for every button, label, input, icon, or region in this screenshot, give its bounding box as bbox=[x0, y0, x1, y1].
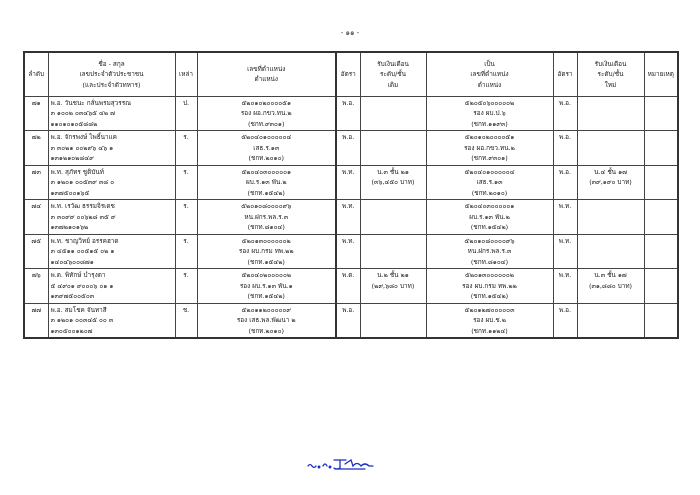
cell-new-rate bbox=[553, 234, 577, 269]
header-position: เลขที่ตำแหน่ง ตำแหน่ง bbox=[197, 52, 336, 96]
cell-new-position-new-pos-no: ๕๒๐๔๐๑๐๐๐๐๐๔ bbox=[464, 167, 515, 176]
cell-name bbox=[48, 96, 175, 131]
cell-remark bbox=[644, 303, 678, 338]
cell-remark bbox=[644, 200, 678, 235]
cell-name-citizen-id: ๕ ๔๙๐๑ ๙๐๐๐๖ ๐๑ ๑ bbox=[50, 281, 114, 290]
cell-new-position-new-pos-code: (ชกท.๑๑๒๔) bbox=[471, 326, 508, 335]
cell-seq-seq: ๗๑ bbox=[31, 98, 41, 107]
cell-seq-seq: ๗๓ bbox=[31, 167, 41, 176]
cell-corps-corps: ร. bbox=[183, 133, 189, 141]
cell-old-salary bbox=[360, 96, 426, 131]
cell-new-position bbox=[426, 165, 553, 200]
cell-new-rate-new-rate: พ.อ. bbox=[558, 305, 572, 314]
cell-new-rate-new-rate: พ.อ. bbox=[558, 133, 572, 141]
cell-new-salary bbox=[577, 303, 644, 338]
cell-name-citizen-id: ๓ ๓๐๙๙ ๐๐๖๒๘ ๓๕ ๙ bbox=[50, 212, 116, 221]
cell-new-rate-new-rate: พ.อ. bbox=[558, 98, 572, 107]
cell-position-pos-no: ๕๒๐๔๐๑๐๐๐๐๐๔ bbox=[241, 133, 292, 141]
cell-corps-corps: ร. bbox=[183, 271, 189, 279]
cell-name-military-id: ๑๓๙๗๕๐๐๕๐๓ bbox=[50, 292, 95, 300]
cell-rate-rate: พ.ท. bbox=[342, 236, 355, 245]
cell-name bbox=[48, 303, 175, 338]
cell-position bbox=[197, 269, 336, 304]
cell-name bbox=[48, 165, 175, 200]
cell-position bbox=[197, 131, 336, 166]
cell-seq bbox=[24, 200, 48, 235]
cell-position-pos-title: รอง ผบ.ร.๑๓ พัน.๑ bbox=[239, 281, 293, 290]
cell-rate bbox=[336, 200, 360, 235]
cell-seq-seq: ๗๕ bbox=[31, 236, 42, 245]
cell-position bbox=[197, 303, 336, 338]
cell-seq-seq: ๗๒ bbox=[31, 133, 41, 141]
cell-new-rate-new-rate: พ.อ. bbox=[558, 167, 572, 176]
cell-rate bbox=[336, 131, 360, 166]
cell-position-pos-no: ๕๒๐๑๑๒๐๐๐๐๐๙ bbox=[241, 305, 291, 314]
cell-new-position-new-pos-code: (ชกท.๑๑๙๓) bbox=[471, 119, 508, 128]
cell-name-name: พ.ท. ชาญวิทย์ อรรคฮาด bbox=[50, 236, 119, 245]
header-new-position: เป็น เลขที่ตำแหน่ง ตำแหน่ง bbox=[426, 52, 553, 96]
cell-remark bbox=[644, 269, 678, 304]
cell-position-pos-code: (ชกท.๑๕๔๒) bbox=[247, 188, 285, 197]
cell-rate-rate: พ.อ. bbox=[342, 133, 355, 141]
cell-corps bbox=[175, 96, 197, 131]
cell-position-pos-title: รอง ผอ.กขว.ทน.๒ bbox=[240, 109, 292, 117]
cell-position-pos-no: ๕๒๐๑๐๒๐๐๐๐๕๑ bbox=[241, 98, 292, 107]
cell-rate bbox=[336, 165, 360, 200]
cell-remark bbox=[644, 234, 678, 269]
header-remark: หมายเหตุ bbox=[644, 52, 678, 96]
cell-new-salary bbox=[577, 131, 644, 166]
cell-position bbox=[197, 165, 336, 200]
cell-new-position-new-pos-no: ๕๒๐๑๐๒๐๐๐๐๕๑ bbox=[464, 133, 515, 141]
cell-position-pos-code: (ชกท.๑๕๔๒) bbox=[247, 257, 285, 266]
cell-corps-corps: ร. bbox=[183, 236, 189, 245]
cell-new-salary bbox=[577, 269, 644, 304]
cell-old-salary bbox=[360, 200, 426, 235]
cell-corps bbox=[175, 269, 197, 304]
cell-new-position bbox=[426, 200, 553, 235]
cell-new-salary-new-salary-1: น.๓ ชั้น ๑๗ bbox=[594, 271, 627, 279]
cell-name-military-id: ๑๑๐๑๐๑๐๕๘๘๒ bbox=[50, 119, 98, 128]
cell-new-position-new-pos-title: ผบ.ร.๑๓ พัน.๒ bbox=[469, 212, 510, 221]
cell-new-rate bbox=[553, 131, 577, 166]
cell-new-rate-new-rate: พ.ท. bbox=[558, 202, 572, 210]
cell-old-salary-old-salary-1: น.๒ ชั้น ๒๑ bbox=[377, 271, 409, 279]
header-name: ชื่อ - สกุล เลขประจำตัวประชาชน (และประจำตัวทหาร) bbox=[48, 52, 175, 96]
cell-new-position-new-pos-code: (ชกท.๒๐๑๐) bbox=[471, 188, 508, 197]
cell-name bbox=[48, 131, 175, 166]
cell-seq bbox=[24, 234, 48, 269]
cell-new-rate bbox=[553, 303, 577, 338]
cell-corps bbox=[175, 200, 197, 235]
cell-name-name: พ.อ. จักรพงษ์ ไพธิ์นาแค bbox=[50, 133, 117, 141]
cell-name-citizen-id: ๓ ๑๒๐๑ ๐๐๕๓๙ ๓๘ ๐ bbox=[50, 178, 115, 186]
cell-name-military-id: ๑๓๐๕๐๐๑๒๐๗ bbox=[50, 326, 93, 335]
cell-rate-rate: พ.อ. bbox=[342, 305, 355, 314]
cell-name-military-id: ๑๓๑๒๑๐๒๘๔๙ bbox=[50, 154, 94, 162]
personnel-table bbox=[23, 51, 679, 339]
cell-position-pos-no: ๕๒๐๔๐๒๐๐๐๐๐๒ bbox=[241, 271, 292, 279]
cell-name-name: พ.ท. เรวัฒ ธรรมจิรเดช bbox=[50, 202, 115, 210]
cell-new-position-new-pos-no: ๕๒๐๔๐๓๐๐๐๐๐๑ bbox=[464, 202, 515, 210]
cell-rate-rate: พ.ท. bbox=[342, 202, 355, 210]
cell-seq bbox=[24, 269, 48, 304]
cell-new-position bbox=[426, 131, 553, 166]
cell-remark bbox=[644, 96, 678, 131]
cell-position-pos-title: รอง ผบ.กรม ทพ.๒๒ bbox=[238, 247, 294, 255]
cell-new-position-new-pos-no: ๕๒๐๑๒๗๐๐๐๐๐๓ bbox=[464, 305, 515, 314]
cell-new-position-new-pos-title: รอง ผบ.กรม ทพ.๒๒ bbox=[462, 281, 517, 290]
cell-new-position-new-pos-title: เสธ.ร.๑๓ bbox=[476, 178, 503, 186]
cell-new-position-new-pos-no: ๕๒๐๑๐๘๐๐๐๐๙๖ bbox=[464, 236, 515, 245]
cell-old-salary-old-salary-1: น.๓ ชั้น ๒๑ bbox=[377, 167, 409, 176]
header-new-salary: รับเงินเดือน ระดับ/ชั้น ใหม่ bbox=[577, 52, 644, 96]
cell-new-position-new-pos-code: (ชกท.๑๕๔๒) bbox=[470, 223, 509, 231]
header-corps: เหล่า bbox=[175, 52, 197, 96]
cell-position-pos-code: (ชกท.๑๕๔๒) bbox=[247, 292, 285, 300]
cell-new-position-new-pos-code: (ชกท.๑๕๔๒) bbox=[470, 292, 509, 300]
cell-position-pos-title: รอง เสธ.พล.พัฒนา ๒ bbox=[236, 316, 296, 324]
cell-new-rate bbox=[553, 165, 577, 200]
cell-remark bbox=[644, 131, 678, 166]
cell-new-salary-new-salary-2: (๓๑,๘๘๐ บาท) bbox=[588, 281, 633, 290]
cell-new-position bbox=[426, 303, 553, 338]
cell-name-name: พ.ต. พิทักษ์ บำรุงตา bbox=[50, 271, 106, 279]
cell-new-rate bbox=[553, 200, 577, 235]
cell-position-pos-code: (ชกท.๘๑๐๔) bbox=[247, 223, 285, 231]
cell-position-pos-no: ๕๒๐๑๐๘๐๐๐๐๙๖ bbox=[241, 202, 292, 210]
page-number: - ๑๑ - bbox=[340, 29, 360, 37]
table-row bbox=[24, 303, 678, 338]
cell-new-rate bbox=[553, 96, 577, 131]
cell-position-pos-code: (ชกท.๒๐๑๐) bbox=[248, 154, 284, 162]
header-rate: อัตรา bbox=[336, 52, 360, 96]
cell-position-pos-no: ๕๒๐๔๐๓๐๐๐๐๐๑ bbox=[241, 167, 292, 176]
cell-new-rate-new-rate: พ.ท. bbox=[558, 271, 572, 279]
cell-rate bbox=[336, 303, 360, 338]
cell-old-salary-old-salary-2: (๓๖,๔๕๐ บาท) bbox=[371, 178, 415, 186]
header-old-salary: รับเงินเดือน ระดับ/ชั้น เดิม bbox=[360, 52, 426, 96]
cell-new-rate-new-rate: พ.ท. bbox=[558, 236, 572, 245]
cell-position-pos-no: ๕๒๐๑๓๐๐๐๐๐๐๒ bbox=[241, 236, 291, 245]
cell-new-position-new-pos-title: หน.ฝกร.พล.ร.๓ bbox=[467, 247, 512, 255]
cell-new-position bbox=[426, 96, 553, 131]
cell-corps bbox=[175, 234, 197, 269]
cell-new-salary bbox=[577, 234, 644, 269]
table-row bbox=[24, 200, 678, 235]
cell-position-pos-title: ผบ.ร.๑๓ พัน.๒ bbox=[245, 178, 287, 186]
cell-new-salary-new-salary-2: (๓๙,๑๙๐ บาท) bbox=[589, 178, 632, 186]
header-row bbox=[24, 52, 678, 96]
cell-position bbox=[197, 200, 336, 235]
cell-corps-corps: ช. bbox=[182, 305, 190, 314]
table-row bbox=[24, 96, 678, 131]
table-row bbox=[24, 165, 678, 200]
cell-seq bbox=[24, 96, 48, 131]
cell-rate bbox=[336, 269, 360, 304]
cell-rate-rate: พ.ท. bbox=[342, 167, 355, 176]
cell-old-salary bbox=[360, 269, 426, 304]
table-row bbox=[24, 269, 678, 304]
table-row bbox=[24, 131, 678, 166]
cell-name-military-id: ๑๓๗๕๐๐๑๖๕ bbox=[50, 188, 90, 197]
cell-new-position-new-pos-title: รอง ผบ.ป.๖ bbox=[473, 109, 506, 117]
cell-corps bbox=[175, 131, 197, 166]
cell-name-name: พ.ท. สุภัทร ชูติบันท์ bbox=[50, 167, 104, 176]
cell-new-rate bbox=[553, 269, 577, 304]
cell-seq-seq: ๗๔ bbox=[31, 202, 42, 210]
header-new-rate: อัตรา bbox=[553, 52, 577, 96]
cell-name bbox=[48, 234, 175, 269]
cell-new-position-new-pos-code: (ชกท.๙๓๐๑) bbox=[471, 154, 508, 162]
cell-new-position-new-pos-title: รอง ผบ.ช.๒ bbox=[473, 316, 506, 324]
cell-rate bbox=[336, 234, 360, 269]
cell-old-salary bbox=[360, 303, 426, 338]
cell-new-position bbox=[426, 269, 553, 304]
cell-corps-corps: ร. bbox=[183, 202, 189, 210]
cell-name-name: พ.อ. สมโชค จันทาสี bbox=[50, 305, 107, 314]
cell-name-military-id: ๑๔๐๔๖๐๐๘๗๑ bbox=[50, 257, 94, 266]
cell-rate-rate: พ.อ. bbox=[342, 98, 355, 107]
cell-old-salary bbox=[360, 234, 426, 269]
cell-new-salary bbox=[577, 96, 644, 131]
cell-seq bbox=[24, 165, 48, 200]
cell-new-position bbox=[426, 234, 553, 269]
cell-position bbox=[197, 96, 336, 131]
table-row bbox=[24, 234, 678, 269]
cell-name bbox=[48, 269, 175, 304]
cell-seq bbox=[24, 303, 48, 338]
cell-position-pos-title: เสธ.ร.๑๓ bbox=[253, 143, 280, 152]
cell-position bbox=[197, 234, 336, 269]
cell-name-citizen-id: ๓ ๑๒๐๑ ๐๐๓๔๕ ๐๐ ๓ bbox=[50, 316, 114, 324]
cell-old-salary-old-salary-2: (๒๙,๖๘๐ บาท) bbox=[371, 281, 415, 290]
cell-position-pos-code: (ชกท.๒๐๑๐) bbox=[248, 326, 284, 335]
cell-new-position-new-pos-code: (ชกท.๘๑๐๔) bbox=[470, 257, 509, 266]
cell-remark bbox=[644, 165, 678, 200]
cell-position-pos-code: (ชกท.๙๓๐๑) bbox=[248, 119, 285, 128]
cell-new-salary bbox=[577, 200, 644, 235]
cell-corps-corps: ร. bbox=[183, 167, 189, 176]
cell-rate-rate: พ.ต. bbox=[342, 271, 355, 279]
cell-name-citizen-id: ๓ ๔๕๑๑ ๐๐๕๑๕ ๐๒ ๑ bbox=[50, 247, 115, 255]
cell-name bbox=[48, 200, 175, 235]
cell-name-name: พ.อ. วันชนะ กลั่นพรมสุวรรณ bbox=[50, 98, 132, 107]
cell-new-position-new-pos-no: ๕๒๐๑๓๐๐๐๐๐๐๒ bbox=[465, 271, 514, 279]
header-seq: ลำดับ bbox=[24, 52, 48, 96]
cell-old-salary bbox=[360, 131, 426, 166]
cell-seq bbox=[24, 131, 48, 166]
cell-seq-seq: ๗๖ bbox=[31, 271, 41, 279]
signature bbox=[305, 452, 375, 474]
cell-name-citizen-id: ๓ ๓๐๒๑ ๐๐๒๙๖ ๔๖ ๑ bbox=[50, 143, 114, 152]
cell-new-salary-new-salary-1: น.๔ ชั้น ๑๗ bbox=[594, 167, 627, 176]
cell-name-citizen-id: ๓ ๑๐๐๒ ๐๓๔๖๕ ๔๒ ๗ bbox=[50, 109, 115, 117]
cell-corps bbox=[175, 303, 197, 338]
cell-rate bbox=[336, 96, 360, 131]
cell-corps bbox=[175, 165, 197, 200]
cell-new-salary bbox=[577, 165, 644, 200]
cell-new-position-new-pos-no: ๕๒๐๕๐๖๐๐๐๐๐๒ bbox=[464, 98, 515, 107]
cell-name-military-id: ๑๓๗๒๑๐๑๖๒ bbox=[50, 223, 89, 231]
cell-old-salary bbox=[360, 165, 426, 200]
cell-seq-seq: ๗๗ bbox=[31, 305, 42, 314]
cell-new-position-new-pos-title: รอง ผอ.กขว.ทน.๒ bbox=[464, 143, 515, 152]
cell-corps-corps: ป. bbox=[182, 98, 190, 107]
cell-position-pos-title: หน.ฝกร.พล.ร.๓ bbox=[244, 212, 289, 221]
